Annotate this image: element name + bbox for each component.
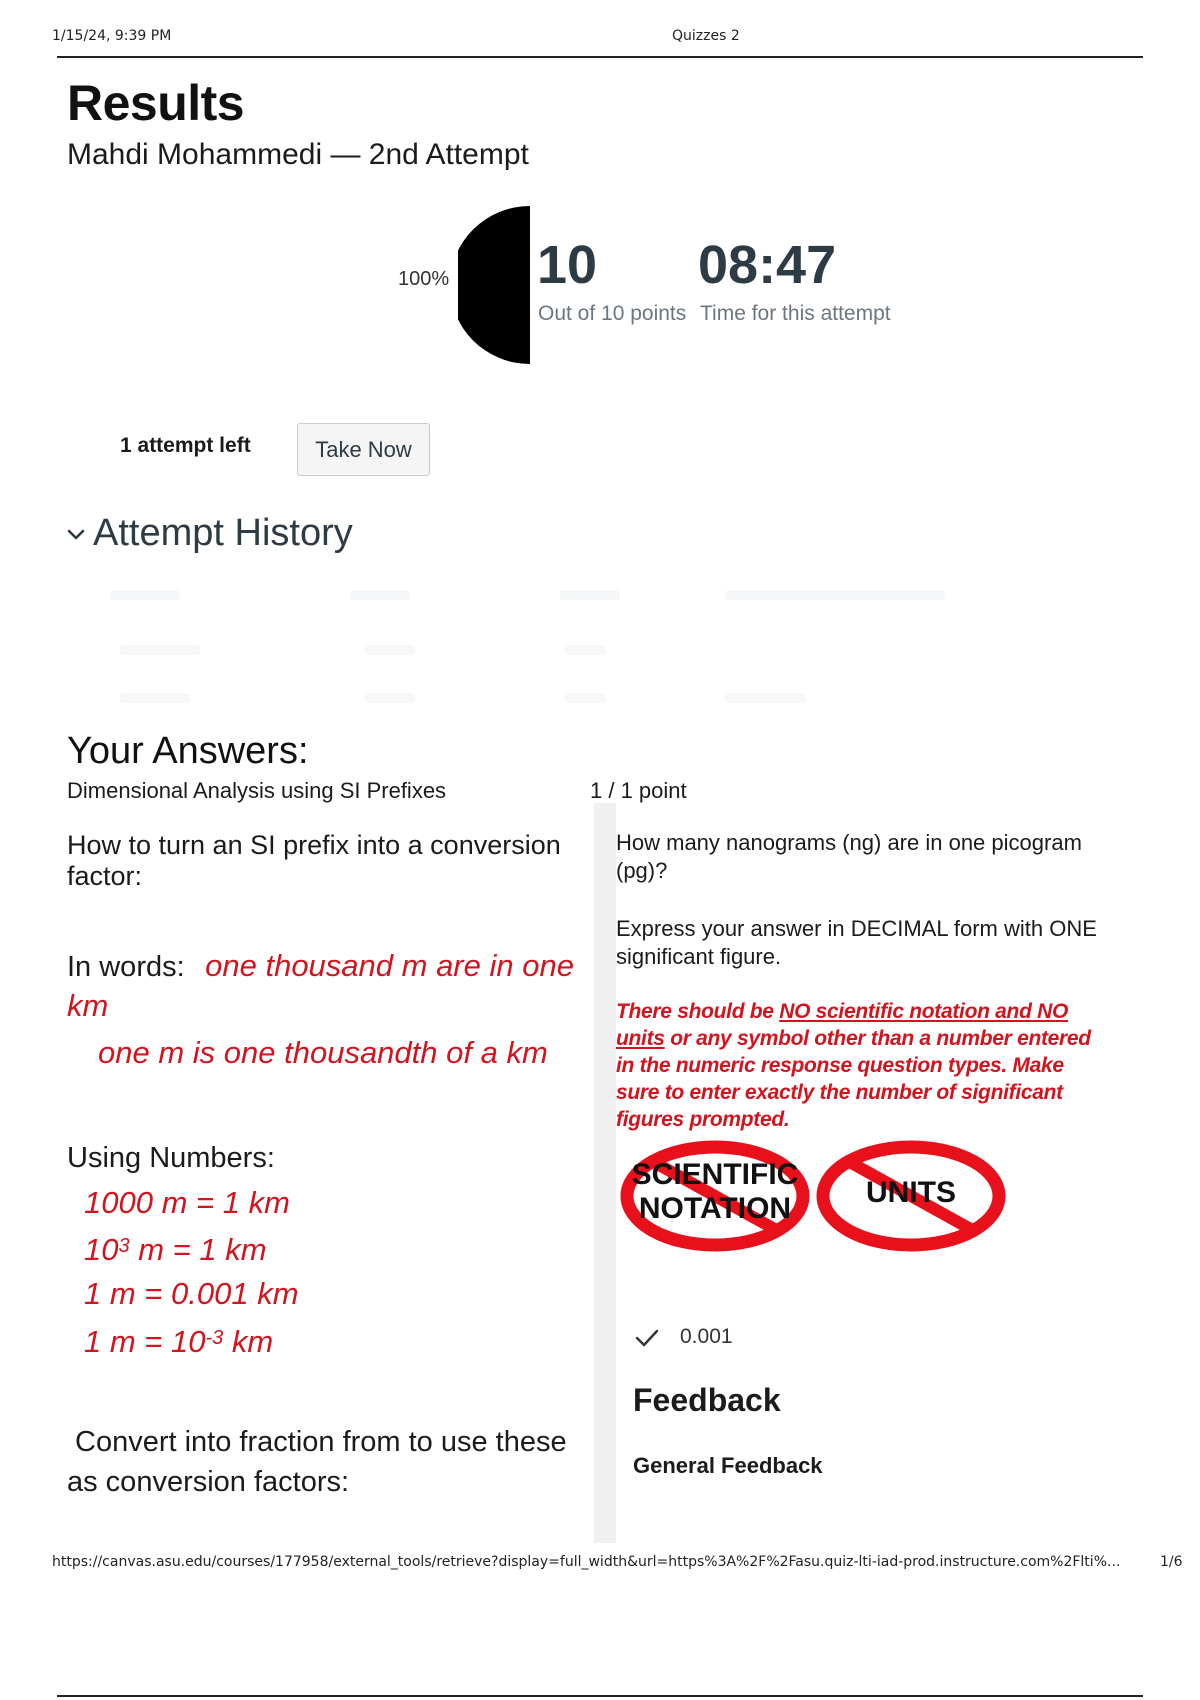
equation-4: 1 $m = 10^{-3}$ km [84, 1324, 274, 1359]
time-value: 08:47 [698, 235, 837, 295]
no-units-badge [816, 1140, 1006, 1252]
history-table-ghost [120, 645, 200, 655]
in-words-block [67, 946, 577, 1026]
score-value: 10 [537, 235, 598, 295]
history-table-ghost [365, 693, 415, 703]
history-table-ghost [565, 693, 605, 703]
history-table-ghost [350, 590, 410, 600]
history-table-ghost [725, 693, 805, 703]
footer-rule [57, 1695, 1143, 1697]
history-table-ghost [365, 645, 415, 655]
equation-2: $10^3$ m = 1 km [84, 1232, 267, 1267]
print-doc-title: Quizzes 2 [672, 28, 740, 44]
feedback-title: Feedback [633, 1382, 781, 1418]
score-progress-ring [458, 206, 530, 364]
badge-line-2: NOTATION [638, 1192, 792, 1225]
convert-instruction: Convert into fraction from to use these as conversion factors: [67, 1426, 567, 1498]
check-icon [634, 1325, 660, 1351]
print-page-number: 1/6 [1160, 1554, 1183, 1570]
attempt-subtitle: Mahdi Mohammedi — 2nd Attempt [67, 138, 529, 171]
si-prefix-intro: How to turn an SI prefix into a conversion factor: [67, 830, 561, 891]
history-table-ghost [565, 645, 605, 655]
in-words-line-2: one m is one thousandth of a km [98, 1035, 548, 1070]
chevron-down-icon[interactable] [66, 525, 86, 545]
attempt-history-toggle[interactable]: Attempt History [93, 512, 353, 554]
score-percent-label: 100% [398, 268, 450, 290]
no-scientific-notation-badge [620, 1140, 810, 1252]
print-url: https://canvas.asu.edu/courses/177958/external_tools/retrieve?display=full_width&url=https%3A%2F%2Fasu.quiz-lti-iad-prod.instructure.com%2Flti%... [52, 1554, 1121, 1570]
using-numbers-label: Using Numbers: [67, 1142, 275, 1174]
attempts-left-label: 1 attempt left [120, 434, 251, 457]
question-points: 1 / 1 point [590, 778, 687, 803]
equation-1: 1000 m = 1 km [84, 1185, 290, 1220]
submitted-answer: 0.001 [680, 1325, 733, 1348]
badge-units-label: UNITS [866, 1176, 956, 1209]
print-datetime: 1/15/24, 9:39 PM [52, 28, 172, 44]
your-answers-title: Your Answers: [67, 730, 309, 772]
badge-line-1: SCIENTIFIC [631, 1158, 799, 1191]
general-feedback-label: General Feedback [633, 1453, 823, 1478]
equation-3: 1 m = 0.001 km [84, 1276, 299, 1311]
history-table-ghost [560, 590, 620, 600]
column-divider [594, 803, 616, 1543]
format-warning: There should be NO scientific notation and NO units or any symbol other than a number entered in the numeric response question types. Make sure to enter exactly the number of significant figures prompted. [616, 1000, 1091, 1131]
header-rule [57, 56, 1143, 58]
in-words-line-1: one thousand m are in one km [67, 948, 574, 1023]
time-caption: Time for this attempt [700, 302, 891, 325]
in-words-label: In words: [67, 951, 185, 983]
results-title: Results [67, 75, 245, 131]
score-caption: Out of 10 points [538, 302, 687, 325]
history-table-ghost [110, 590, 180, 600]
history-table-ghost [725, 590, 945, 600]
take-now-button[interactable]: Take Now [297, 423, 430, 476]
question-instruction: Express your answer in DECIMAL form with ONE significant figure. [616, 916, 1097, 969]
question-prompt: How many nanograms (ng) are in one picogram (pg)? [616, 830, 1082, 883]
history-table-ghost [120, 693, 190, 703]
question-name: Dimensional Analysis using SI Prefixes [67, 778, 447, 803]
